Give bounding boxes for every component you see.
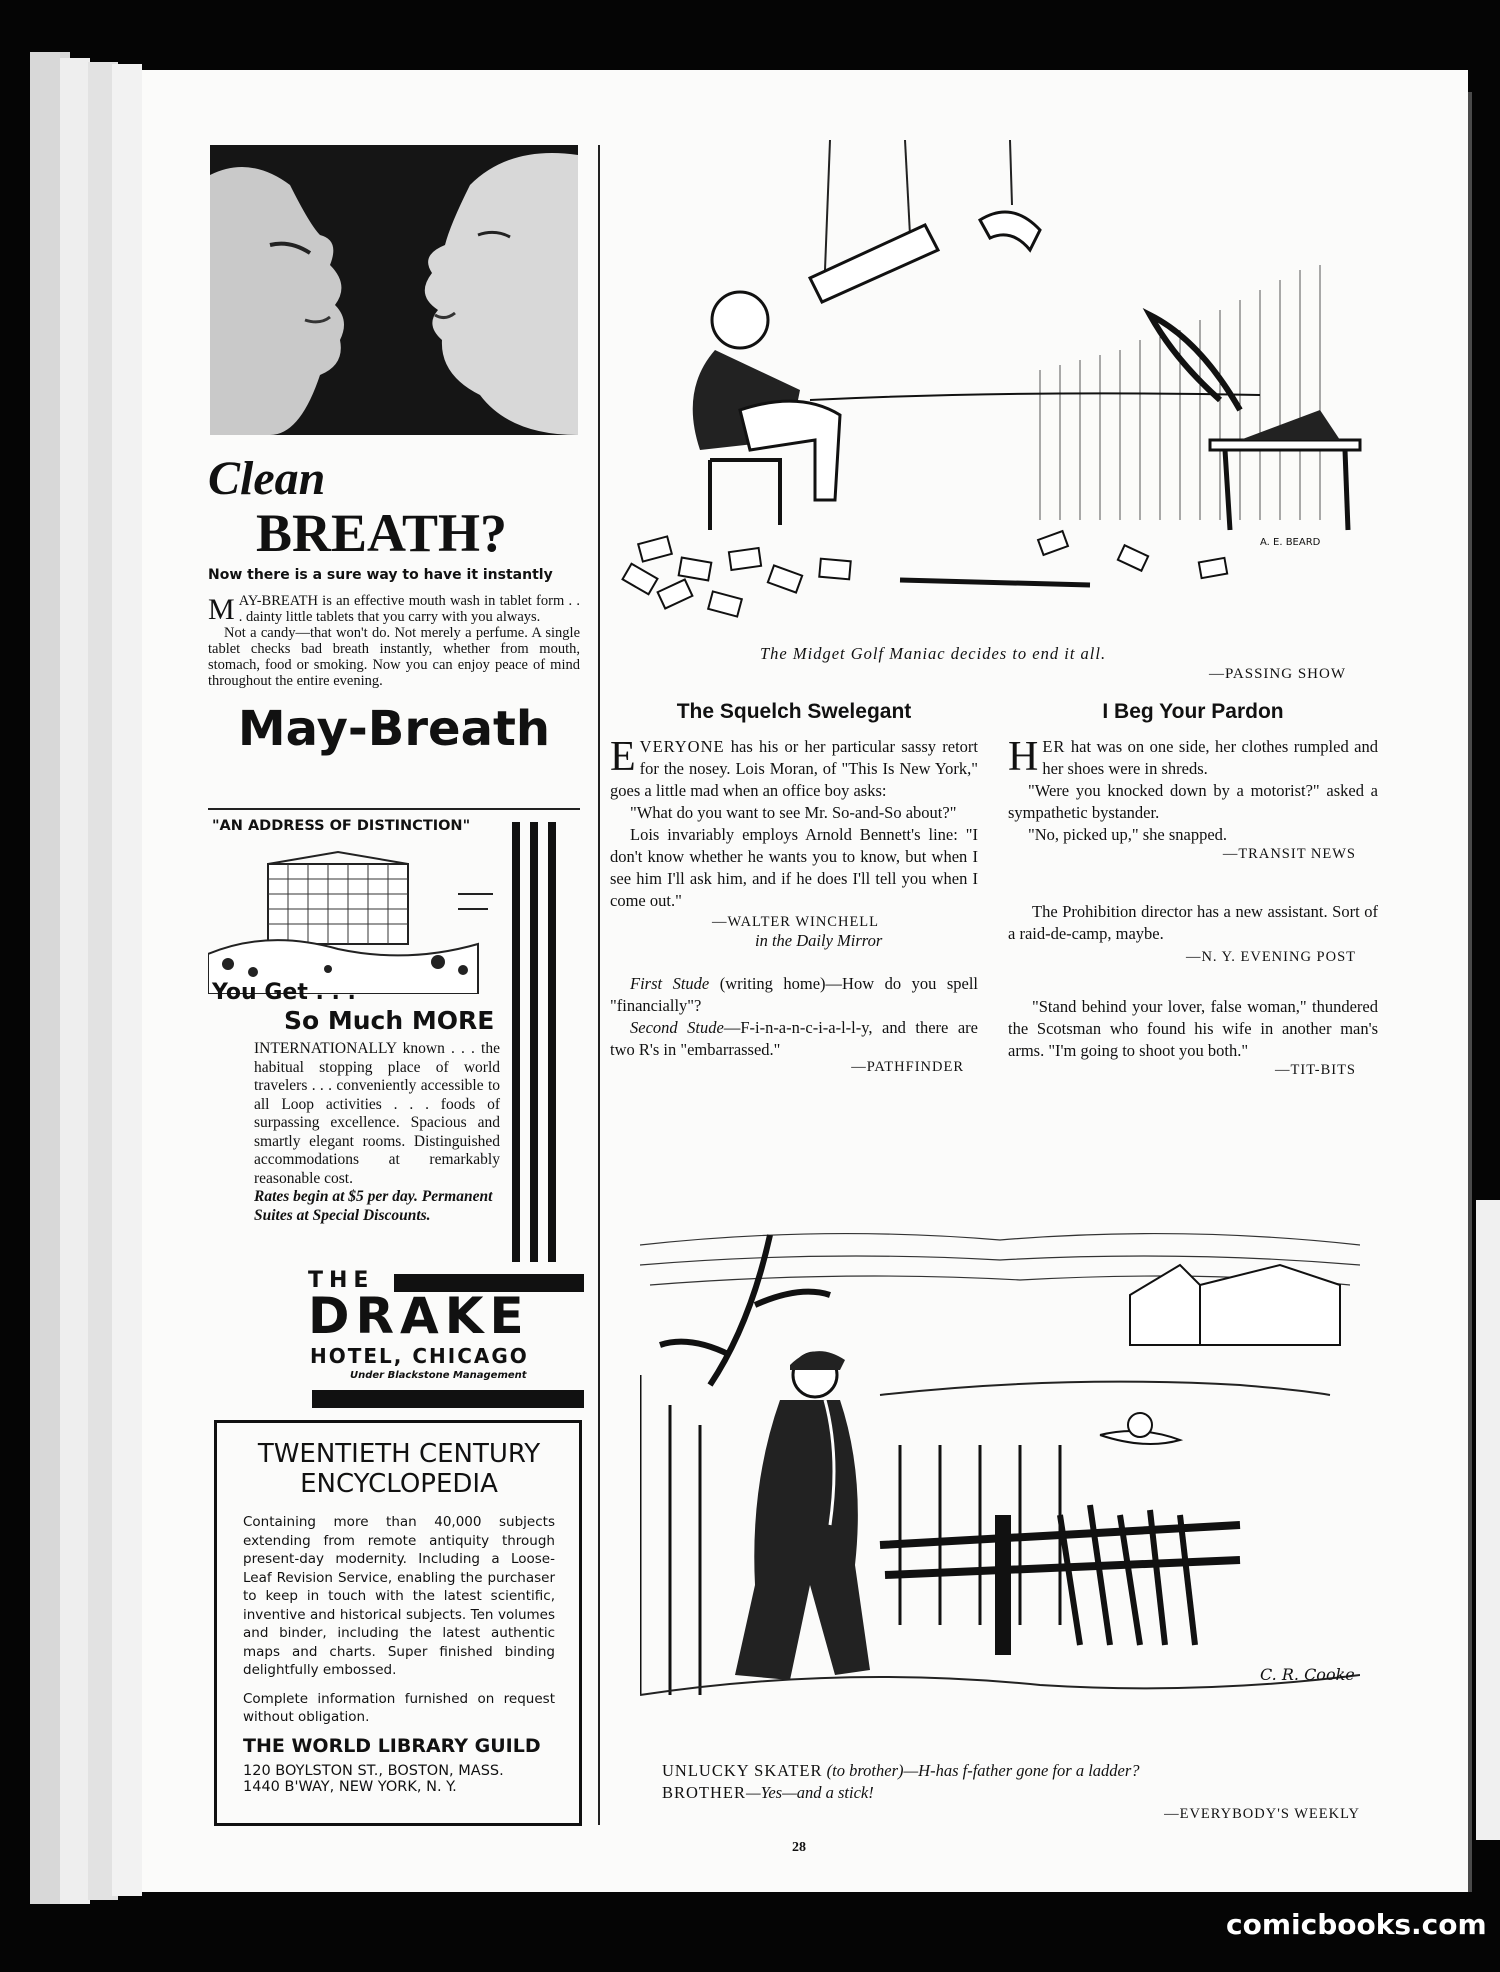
skater-speaker-2: BROTHER	[662, 1783, 747, 1802]
cartoon-top-signature: A. E. BEARD	[1260, 537, 1321, 548]
encyclopedia-title-2: ENCYCLOPEDIA	[300, 1469, 498, 1499]
stude-1-text: (writing home)—How do you spell "financially"?	[610, 974, 979, 1015]
maybreath-subtitle: Now there is a sure way to have it instantly	[208, 567, 553, 583]
maybreath-title-clean: Clean	[208, 452, 326, 505]
maybreath-ad	[208, 145, 580, 757]
maybreath-brand: May-Breath	[237, 701, 551, 757]
maybreath-paragraph-1: AY-BREATH is an effective mouth wash in tablet form . . . dainty little tablets that you carry with you always.	[238, 593, 580, 625]
cartoon-top-caption: The Midget Golf Maniac decides to end it all.	[760, 644, 1107, 663]
prohibition-credit: —N. Y. EVENING POST	[1185, 949, 1356, 965]
squelch-credit-2: in the Daily Mirror	[755, 931, 883, 950]
skater-line-2: —Yes—and a stick!	[746, 1783, 874, 1802]
maybreath-drop-cap: M	[208, 593, 235, 626]
drake-so-much-more: So Much MORE	[284, 1006, 495, 1035]
skater-speaker-1: UNLUCKY SKATER	[662, 1761, 823, 1780]
maybreath-photo	[210, 145, 578, 435]
stude-joke	[610, 973, 978, 1061]
skater-cartoon	[640, 1225, 1360, 1755]
drake-name: DRAKE	[308, 1287, 530, 1345]
squelch-title: The Squelch Swelegant	[676, 700, 912, 723]
encyclopedia-title-1: TWENTIETH CENTURY	[257, 1439, 541, 1469]
drake-you-get: You Get . . .	[212, 980, 356, 1005]
squelch-paragraph-2: "What do you want to see Mr. So-and-So about?"	[630, 803, 957, 822]
golf-maniac-cartoon	[620, 140, 1365, 640]
pardon-article	[1008, 700, 1378, 1079]
maybreath-title-breath: BREATH?	[256, 503, 508, 563]
drake-city: HOTEL, CHICAGO	[310, 1344, 529, 1368]
pardon-drop-cap: H	[1008, 734, 1039, 780]
maybreath-paragraph-2: Not a candy—that won't do. Not merely a perfume. A single tablet checks bad breath instantly, whether from mouth, stomach, food or smoking. Now you can enjoy peace of mind throughout the entire evening.	[208, 625, 580, 689]
encyclopedia-address-1: 120 BOYLSTON ST., BOSTON, MASS.	[243, 1762, 504, 1779]
maybreath-body	[208, 593, 580, 689]
squelch-article	[610, 700, 978, 1076]
squelch-drop-cap: E	[610, 734, 636, 780]
cartoon-bottom-signature: C. R. Cooke	[1260, 1665, 1355, 1684]
prohibition-joke: The Prohibition director has a new assistant. Sort of a raid-de-camp, maybe.	[1008, 902, 1378, 943]
stude-2-text: —F-i-n-a-n-c-i-a-l-l-y, and there are two R's in "embarrassed."	[610, 1018, 978, 1059]
drake-tagline: "AN ADDRESS OF DISTINCTION"	[212, 818, 471, 834]
drake-body-text: INTERNATIONALLY known . . . the habitual stopping place of world travelers . . . conveniently accessible to all Loop activities . . . foods of surpassing excellence. Spacious and smartly elegant rooms. Distinguished accommodations at remarkably reasonable cost.	[254, 1040, 500, 1187]
encyclopedia-ad	[214, 1420, 582, 1826]
drake-body	[254, 1040, 500, 1225]
page-number: 28	[792, 1840, 806, 1855]
encyclopedia-info: Complete information furnished on request without obligation.	[243, 1690, 555, 1725]
squelch-credit-1: —WALTER WINCHELL	[712, 914, 880, 930]
squelch-paragraph-1: has his or her particular sassy retort for the nosey. Lois Moran, of "This Is New York," goes a little mad when an office boy asks:	[610, 737, 978, 800]
drake-ad	[208, 818, 586, 1381]
stude-2-name: Second Stude	[630, 1018, 724, 1037]
cartoon-top-credit: —PASSING SHOW	[1208, 666, 1346, 682]
scotsman-credit: —TIT-BITS	[1275, 1062, 1356, 1078]
skater-line-1: (to brother)—H-has f-father gone for a ladder?	[822, 1761, 1140, 1780]
drake-management: Under Blackstone Management	[350, 1370, 527, 1381]
squelch-lead: VERYONE	[639, 737, 725, 756]
encyclopedia-body: Containing more than 40,000 subjects extending from remote antiquity through present-day modernity. Including a Loose-Leaf Revision Service, enabling the purchaser to keep in touch with the latest scientific, inventive and historical subjects. Ten volumes and binder, including the latest authentic maps and charts. Super finished binding delightfully embossed.	[243, 1514, 555, 1678]
drake-hotel-illustration	[208, 844, 498, 994]
encyclopedia-address-2: 1440 B'WAY, NEW YORK, N. Y.	[243, 1778, 457, 1795]
drake-rates: Rates begin at $5 per day. Permanent Suites at Special Discounts.	[254, 1188, 493, 1224]
skater-caption	[662, 1760, 1342, 1804]
pardon-paragraph-1: hat was on one side, her clothes rumpled and her shoes were in shreds.	[1042, 737, 1378, 778]
squelch-paragraph-3: Lois invariably employs Arnold Bennett's line: "I don't know whether he wants you to know, but when I see him I'll ask him, and if he does I'll tell you when I come out."	[610, 825, 978, 910]
site-watermark[interactable]: comicbooks.com	[1226, 1908, 1487, 1941]
stude-credit: —PATHFINDER	[851, 1059, 964, 1075]
pardon-lead: ER	[1042, 737, 1066, 756]
pardon-paragraph-2: "Were you knocked down by a motorist?" asked a sympathetic bystander.	[1008, 781, 1378, 822]
pardon-paragraph-3: "No, picked up," she snapped.	[1028, 825, 1228, 844]
encyclopedia-guild: THE WORLD LIBRARY GUILD	[243, 1734, 541, 1757]
drake-the: THE	[308, 1268, 375, 1293]
pardon-title: I Beg Your Pardon	[1102, 700, 1284, 723]
skater-credit: —EVERYBODY'S WEEKLY	[1164, 1806, 1360, 1822]
scotsman-joke: "Stand behind your lover, false woman," thundered the Scotsman who found his wife in another man's arms. "I'm going to shoot you both."	[1008, 997, 1378, 1060]
pardon-credit: —TRANSIT NEWS	[1222, 846, 1356, 862]
stude-1-name: First Stude	[630, 974, 710, 993]
